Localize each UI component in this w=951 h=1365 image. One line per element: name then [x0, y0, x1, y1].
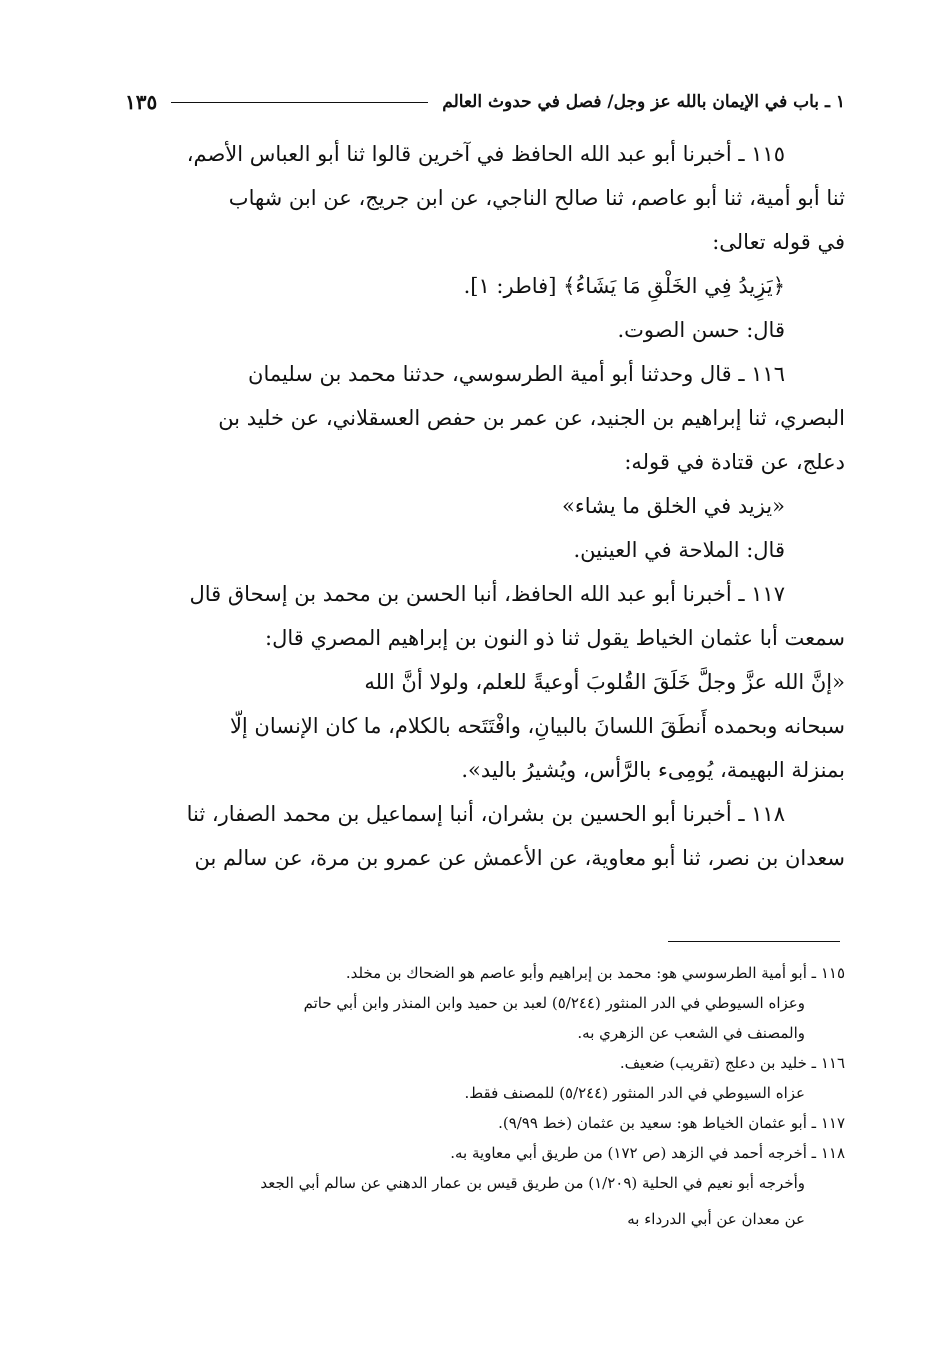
text-line: ١١٦ ـ قال وحدثنا أبو أمية الطرسوسي، حدثنا محمد بن سليمان — [248, 362, 785, 386]
footnote-line: ١١٦ ـ خليد بن دعلج (تقريب) ضعيف. — [619, 1054, 845, 1072]
text-line: ثنا أبو أمية، ثنا أبو عاصم، ثنا صالح الناجي، عن ابن جريج، عن ابن شهاب — [228, 186, 845, 210]
text-line: سمعت أبا عثمان الخياط يقول ثنا ذو النون بن إبراهيم المصري قال: — [265, 626, 845, 650]
chapter-title: ١ ـ باب في الإيمان بالله عز وجل/ فصل في حدوث العالم — [442, 92, 845, 112]
text-line: ١١٥ ـ أخبرنا أبو عبد الله الحافظ في آخرين قالوا ثنا أبو العباس الأصم، — [186, 142, 785, 166]
quran-verse: ﴿يَزِيدُ فِي الخَلْقِ مَا يَشَاءُ﴾ [فاطر: ١]. — [463, 274, 785, 298]
footnote-line: ١١٥ ـ أبو أمية الطرسوسي هو: محمد بن إبراهيم وأبو عاصم هو الضحاك بن مخلد. — [345, 964, 845, 982]
text-line: سعدان بن نصر، ثنا أبو معاوية، عن الأعمش عن عمرو بن مرة، عن سالم بن — [194, 846, 845, 870]
text-line: ١١٨ ـ أخبرنا أبو الحسين بن بشران، أنبا إسماعيل بن محمد الصفار، ثنا — [186, 802, 785, 826]
footnote-line: عزاه السيوطي في الدر المنثور (٥/٢٤٤) للمصنف فقط. — [464, 1084, 805, 1102]
text-line: قال: حسن الصوت. — [617, 318, 785, 342]
text-line: في قوله تعالى: — [712, 230, 845, 254]
running-header — [125, 82, 845, 122]
footnote-line: ١١٧ ـ أبو عثمان الخياط هو: سعيد بن عثمان (خط ٩/٩٩). — [498, 1114, 845, 1132]
footnote-line: وعزاه السيوطي في الدر المنثور (٥/٢٤٤) لعبد بن حميد وابن المنذر وابن أبي حاتم — [303, 994, 805, 1012]
quote-line: سبحانه وبحمده أَنطَقَ اللسانَ بالبيانِ، وافْتَتَحه بالكلام، ما كان الإنسان إلّا — [229, 714, 845, 738]
header-rule — [171, 102, 428, 103]
text-line: ١١٧ ـ أخبرنا أبو عبد الله الحافظ، أنبا الحسن بن محمد بن إسحاق قال — [189, 582, 785, 606]
footnote-line: والمصنف في الشعب عن الزهري به. — [577, 1024, 805, 1042]
footnotes — [125, 958, 845, 1234]
text-line: البصري، ثنا إبراهيم بن الجنيد، عن عمر بن حفص العسقلاني، عن خليد بن — [218, 406, 845, 430]
footnote-line: ١١٨ ـ أخرجه أحمد في الزهد (ص ١٧٢) من طريق أبي معاوية به. — [450, 1144, 845, 1162]
text-line: قال: الملاحة في العينين. — [573, 538, 785, 562]
footnote-separator — [668, 941, 840, 942]
footnote-line: عن معدان عن أبي الدرداء به — [627, 1210, 805, 1228]
quoted-verse: «يزيد في الخلق ما يشاء» — [562, 494, 785, 518]
footnote-line: وأخرجه أبو نعيم في الحلية (١/٢٠٩) من طريق قيس بن عمار الدهني عن سالم أبي الجعد — [260, 1174, 805, 1192]
page-number: ١٣٥ — [125, 90, 158, 114]
text-line: دعلج، عن قتادة في قوله: — [624, 450, 845, 474]
quote-line: بمنزلة البهيمة، يُومِىء بالرَّأس، ويُشيرُ باليد». — [461, 758, 845, 782]
quote-line: «إنَّ الله عزَّ وجلَّ خَلَقَ القُلوبَ أوعيةً للعلم، ولولا أنَّ الله — [364, 670, 845, 694]
main-text — [125, 132, 845, 880]
